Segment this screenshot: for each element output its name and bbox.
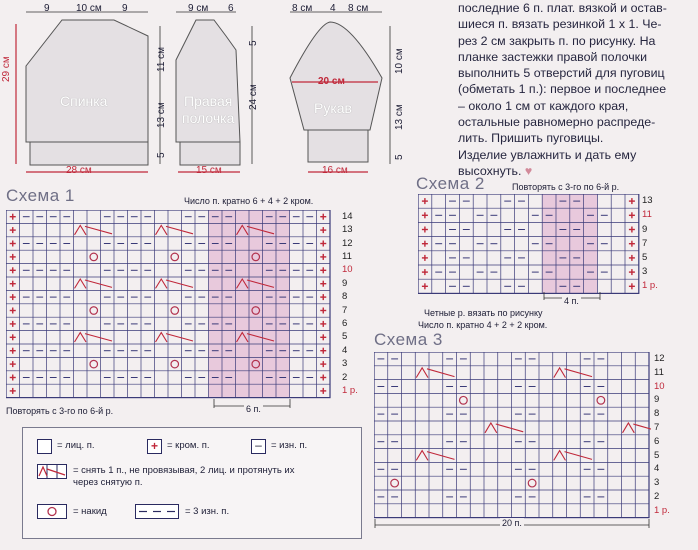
legend: = лиц. п. + = кром. п. – = изн. п. = снять 1 п., не провязывая, 2 лиц. и протянуть их через снятую п. = накид = 3 изн. п. — [22, 427, 362, 539]
back-height: 29 см — [1, 56, 12, 82]
front-right-height: 5 — [248, 40, 259, 46]
yarn-over-mark — [597, 396, 605, 404]
slip-stitch-mark — [554, 368, 592, 378]
row-label: 11 — [642, 209, 652, 221]
back-top-width-mid: 10 см — [76, 3, 102, 14]
row-label: 12 — [654, 352, 665, 364]
schema2-note-multiple: Число п. кратно 4 + 2 + 2 кром. — [418, 320, 548, 330]
row-label: 7 — [642, 237, 648, 249]
row-label: 4 — [342, 344, 348, 356]
yarn-over-mark — [90, 253, 98, 261]
schema1-title: Схема 1 — [6, 186, 75, 205]
back-label: Спинка — [60, 93, 108, 109]
front-bottom-width: 15 см — [196, 165, 222, 176]
sleeve-right-height-3: 5 — [394, 154, 405, 160]
row-label: 11 — [654, 366, 664, 378]
row-label: 3 — [654, 477, 660, 489]
sleeve-top-width-3: 8 см — [348, 3, 369, 14]
back-shape — [26, 20, 148, 142]
back-right-height-3: 5 — [156, 152, 167, 158]
slip-stitch-mark — [156, 225, 194, 234]
row-label: 4 — [654, 463, 660, 475]
yarn-over-mark — [171, 307, 179, 315]
schema1-repeat-bracket — [206, 398, 326, 412]
row-label: 3 — [642, 266, 648, 278]
row-label: 1 р. — [642, 280, 658, 292]
row-label: 9 — [342, 277, 348, 289]
slip-stitch-mark — [554, 451, 592, 461]
schema2-repeat-label: 4 п. — [564, 296, 579, 306]
schema1-grid — [6, 210, 332, 400]
front-label: Правая полочка — [182, 93, 235, 126]
row-label: 6 — [342, 317, 348, 329]
row-label: 10 — [342, 264, 353, 276]
instructions-text: последние 6 п. плат. вязкой и остав- шиеся п. вязать резинкой 1 х 1. Че- рез 2 см закрыть п. по рисунку. На планке застежки правой полочки выполнить 5 отверстий для пуговиц (обметать 1 п.): первое и последнее – около 1 см от каждого края, остальные равномерно распреде- лить. Пришить пуговицы. Изделие увлажнить и дать ему высохнуть. ♥ — [458, 1, 667, 178]
schema1-repeat-label: 6 п. — [246, 404, 261, 414]
slip-stitch-mark — [485, 423, 523, 433]
slip-stitch-mark — [156, 279, 194, 288]
sleeve-inner-width: 20 см — [318, 76, 345, 87]
yarn-over-mark — [171, 360, 179, 368]
slip-stitch-mark — [75, 333, 113, 342]
row-label: 1 р. — [342, 384, 358, 396]
row-label: 2 — [342, 371, 348, 383]
sleeve-top-width-2: 4 — [330, 3, 336, 14]
row-label: 2 — [654, 490, 660, 502]
yarn-over-mark — [171, 253, 179, 261]
purl-stitch-icon: – — [251, 439, 266, 454]
yarn-over-mark — [90, 360, 98, 368]
sleeve-cuff — [308, 130, 368, 162]
yarn-over-mark — [90, 307, 98, 315]
schema3-title: Схема 3 — [374, 330, 443, 349]
edge-stitch-icon: + — [147, 439, 162, 454]
row-label: 13 — [342, 224, 353, 236]
yarn-over-mark — [528, 479, 536, 487]
knit-stitch-icon — [37, 439, 52, 454]
schema2-note-even: Четные р. вязать по рисунку — [424, 308, 543, 318]
front-height: 24 см — [248, 84, 259, 110]
slip-stitch-mark — [156, 333, 194, 342]
row-label: 12 — [342, 237, 353, 249]
slip-stitch-icon — [37, 464, 67, 479]
slip-stitch-mark — [75, 225, 113, 234]
sleeve-right-height-1: 10 см — [394, 48, 405, 74]
sleeve-top-width-1: 8 см — [292, 3, 313, 14]
front-top-width-1: 9 см — [188, 3, 209, 14]
slip-stitch-mark — [75, 279, 113, 288]
row-label: 9 — [642, 223, 648, 235]
sleeve-right-height-2: 13 см — [394, 104, 405, 130]
yarn-over-mark — [391, 479, 399, 487]
schema2-grid — [418, 194, 641, 295]
row-label: 5 — [642, 251, 648, 263]
row-label: 5 — [654, 449, 660, 461]
back-bottom-width: 28 см — [66, 165, 92, 176]
three-purl-icon — [135, 504, 179, 519]
row-label: 9 — [654, 394, 660, 406]
slip-stitch-mark — [416, 368, 454, 378]
row-label: 8 — [654, 408, 660, 420]
slip-stitch-mark — [416, 451, 454, 461]
row-label: 7 — [654, 421, 660, 433]
front-top-width-2: 6 — [228, 3, 234, 14]
row-label: 3 — [342, 358, 348, 370]
garment-diagrams — [0, 0, 460, 180]
row-label: 5 — [342, 331, 348, 343]
row-label: 1 р. — [654, 504, 670, 516]
schema2-title: Схема 2 — [416, 174, 485, 193]
row-label: 8 — [342, 291, 348, 303]
heart-icon: ♥ — [524, 163, 533, 178]
yarn-over-icon — [37, 504, 67, 519]
row-label: 14 — [342, 210, 353, 222]
schema3-grid — [374, 352, 651, 520]
schema2-note-top: Повторять с 3-го по 6-й р. — [512, 182, 620, 192]
back-right-height-2: 13 см — [156, 102, 167, 128]
row-label: 7 — [342, 304, 348, 316]
front-rib — [180, 142, 240, 165]
schema1-note-bottom: Повторять с 3-го по 6-й р. — [6, 406, 114, 416]
back-top-width-right: 9 — [122, 3, 128, 14]
schema1-note-top: Число п. кратно 6 + 4 + 2 кром. — [184, 196, 314, 206]
row-label: 10 — [654, 380, 665, 392]
sleeve-label: Рукав — [314, 100, 352, 116]
sleeve-bottom-width: 16 см — [322, 165, 348, 176]
slip-stitch-mark — [623, 423, 652, 433]
back-right-height-1: 11 см — [156, 46, 167, 72]
back-rib — [30, 142, 148, 165]
back-top-width-left: 9 — [44, 3, 50, 14]
row-label: 11 — [342, 250, 352, 262]
row-label: 6 — [654, 435, 660, 447]
schema3-width-label: 20 п. — [502, 518, 522, 528]
row-label: 13 — [642, 195, 653, 207]
yarn-over-mark — [460, 396, 468, 404]
